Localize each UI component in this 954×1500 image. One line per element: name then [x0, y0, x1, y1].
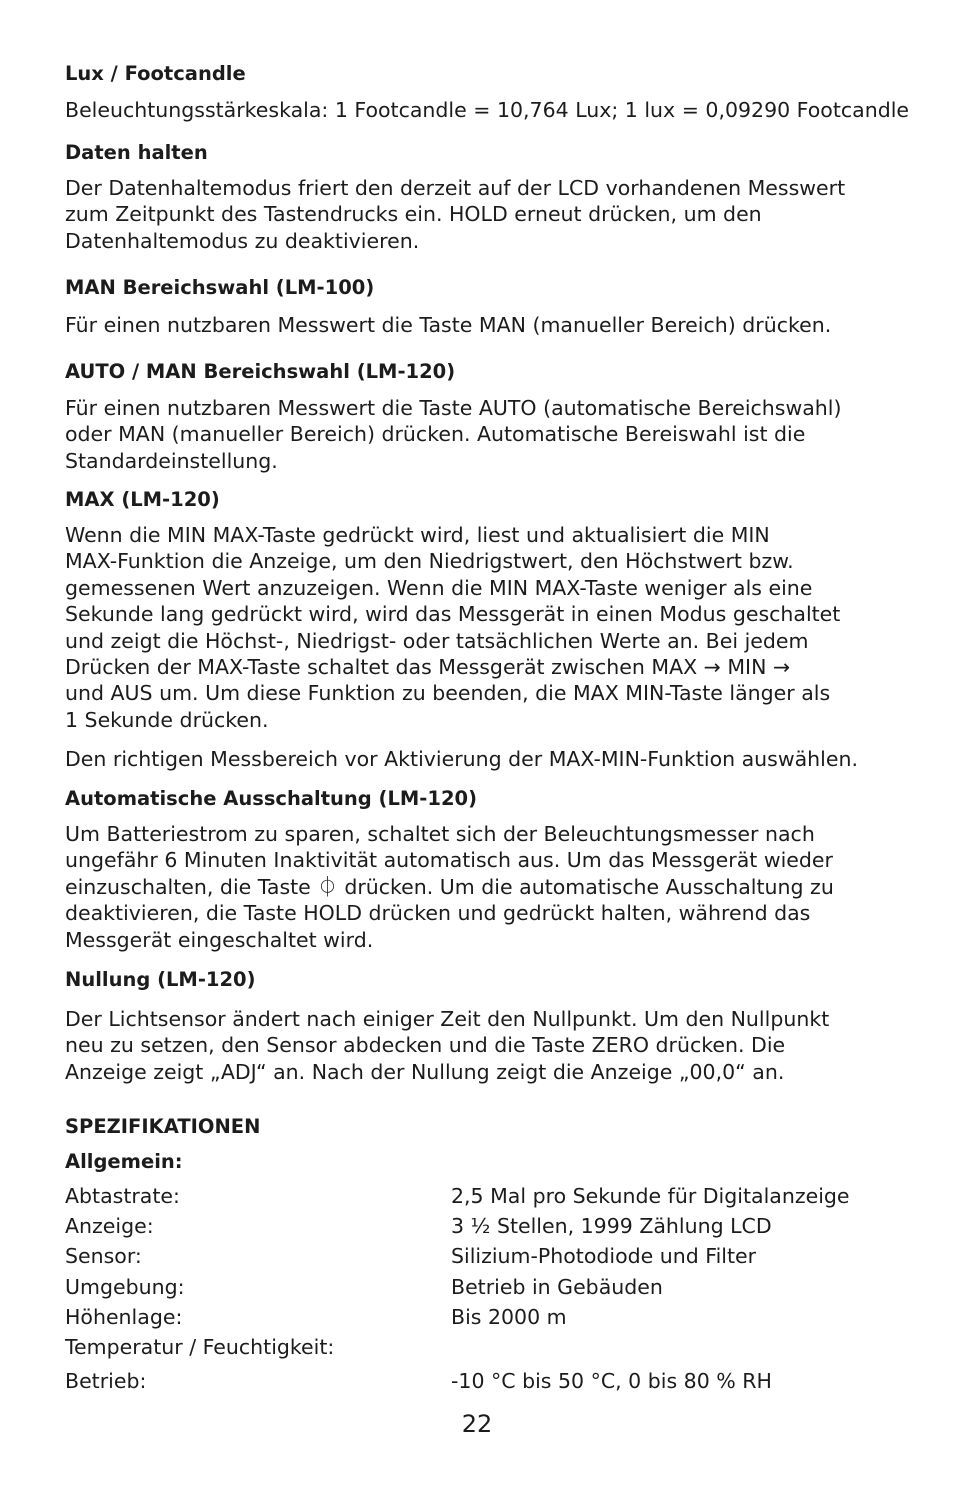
- spec-value: 2,5 Mal pro Sekunde für Digitalanzeige: [451, 1184, 850, 1208]
- section-text-nullung: Der Lichtsensor ändert nach einiger Zeit den Nullpunkt. Um den Nullpunkt neu zu setzen, den Sensor abdecken und die Taste ZERO drücken. Die Anzeige zeigt „ADJ“ an. Nach der Nullung zeigt die Anzeige „00,0“ an.: [65, 1007, 830, 1084]
- section-text-auto-ausschaltung: Um Batteriestrom zu sparen, schaltet sich der Beleuchtungsmesser nach ungefähr 6 Minuten Inaktivität automatisch aus. Um das Messgerät wieder einzuschalten, die Taste ⏀ drücken. Um die automatische Ausschaltung zu deaktivieren, die Taste HOLD drücken und gedrückt halten, während das Messgerät eingeschaltet wird.: [65, 822, 834, 952]
- spec-label: Sensor:: [65, 1244, 142, 1268]
- spec-value: Betrieb in Gebäuden: [451, 1275, 663, 1299]
- spec-value: 3 ½ Stellen, 1999 Zählung LCD: [451, 1214, 772, 1238]
- spec-label: Temperatur / Feuchtigkeit:: [65, 1335, 335, 1359]
- section-heading-max: MAX (LM-120): [65, 488, 220, 511]
- section-text-man-bereichswahl: Für einen nutzbaren Messwert die Taste MAN (manueller Bereich) drücken.: [65, 313, 832, 337]
- page-number: 22: [461, 1410, 493, 1438]
- spec-row-hoehenlage: [0, 1304, 954, 1332]
- spec-label: Höhenlage:: [65, 1305, 183, 1329]
- section-heading-daten-halten: Daten halten: [65, 141, 208, 164]
- spec-label: Umgebung:: [65, 1275, 185, 1299]
- spec-row-temperatur-feuchtigkeit: [0, 1334, 954, 1362]
- spec-value: -10 °C bis 50 °C, 0 bis 80 % RH: [451, 1369, 772, 1393]
- section-heading-auto-ausschaltung: Automatische Ausschaltung (LM-120): [65, 787, 477, 810]
- spec-row-umgebung: [0, 1274, 954, 1302]
- section-text-lux-footcandle: Beleuchtungsstärkeskala: 1 Footcandle = 10,764 Lux; 1 lux = 0,09290 Footcandle: [65, 98, 910, 122]
- spec-row-anzeige: [0, 1213, 954, 1241]
- section-heading-nullung: Nullung (LM-120): [65, 968, 256, 991]
- spec-label: Betrieb:: [65, 1369, 147, 1393]
- spec-value: Bis 2000 m: [451, 1305, 567, 1329]
- section-heading-man-bereichswahl: MAN Bereichswahl (LM-100): [65, 276, 375, 299]
- spec-value: Silizium-Photodiode und Filter: [451, 1244, 757, 1268]
- section-text-max: Wenn die MIN MAX-Taste gedrückt wird, liest und aktualisiert die MIN MAX-Funktion die Anzeige, um den Niedrigstwert, den Höchstwert bzw. gemessenen Wert anzuzeigen. Wenn die MIN MAX-Taste weniger als eine Sekunde lang gedrückt wird, wird das Messgerät in einen Modus geschaltet und zeigt die Höchst-, Niedrigst- oder tatsächlichen Werte an. Bei jedem Drücken der MAX-Taste schaltet das Messgerät zwischen MAX → MIN → und AUS um. Um diese Funktion zu beenden, die MAX MIN-Taste länger als 1 Sekunde drücken.: [65, 523, 841, 732]
- specs-heading: SPEZIFIKATIONEN: [65, 1115, 261, 1138]
- spec-row-abtastrate: [0, 1183, 954, 1211]
- spec-row-betrieb: [0, 1368, 954, 1396]
- section-heading-lux-footcandle: Lux / Footcandle: [65, 62, 246, 85]
- spec-row-sensor: [0, 1243, 954, 1271]
- section-text-auto-man-bereichswahl: Für einen nutzbaren Messwert die Taste AUTO (automatische Bereichswahl) oder MAN (manueller Bereich) drücken. Automatische Bereiswahl ist die Standardeinstellung.: [65, 396, 842, 473]
- spec-label: Abtastrate:: [65, 1184, 180, 1208]
- section-text-daten-halten: Der Datenhaltemodus friert den derzeit auf der LCD vorhandenen Messwert zum Zeitpunkt des Tastendrucks ein. HOLD erneut drücken, um den Datenhaltemodus zu deaktivieren.: [65, 176, 846, 253]
- spec-label: Anzeige:: [65, 1214, 154, 1238]
- specs-subheading: Allgemein:: [65, 1150, 183, 1173]
- section-heading-auto-man-bereichswahl: AUTO / MAN Bereichswahl (LM-120): [65, 360, 456, 383]
- section-note-max: Den richtigen Messbereich vor Aktivierung der MAX-MIN-Funktion auswählen.: [65, 747, 858, 771]
